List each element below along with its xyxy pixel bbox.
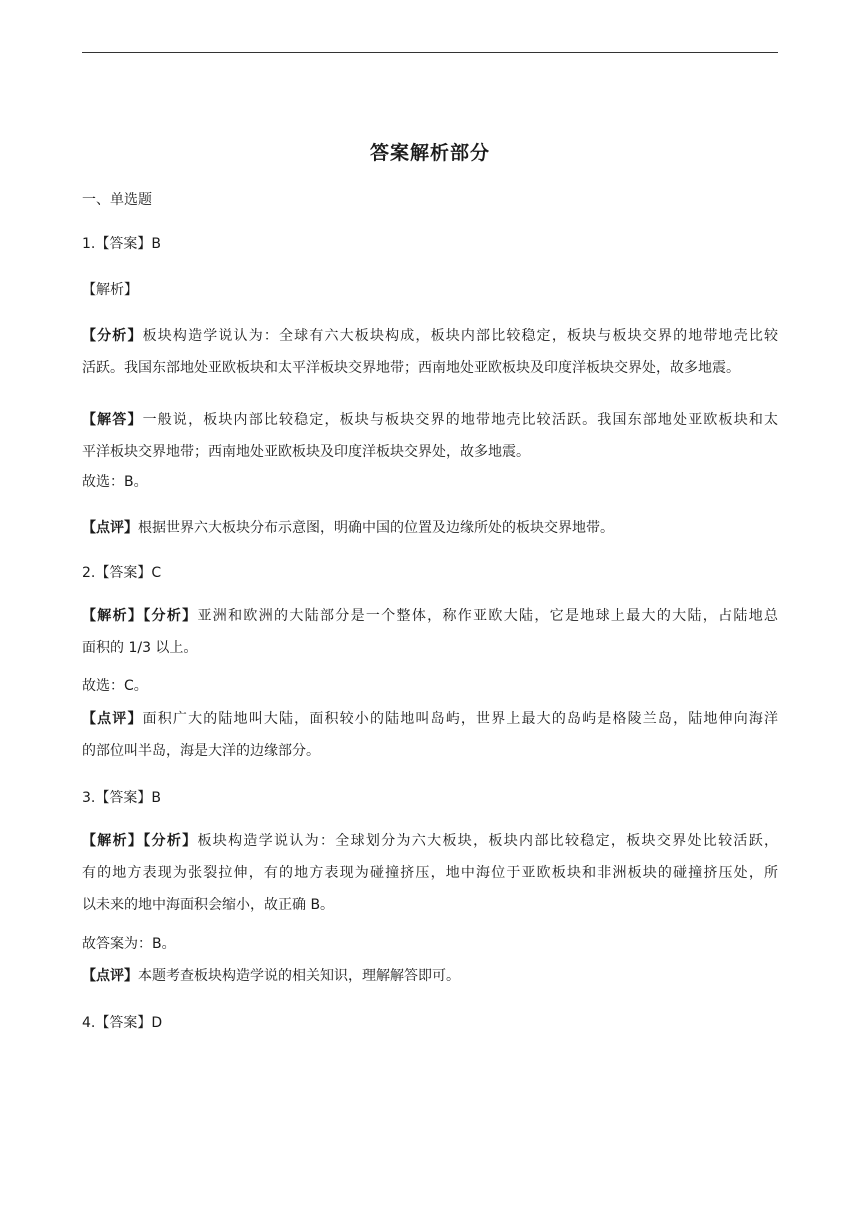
q1-analysis-text1: 板块构造学说认为：全球有六大板块构成，板块内部比较稳定，板块与板块交界的地带地壳比较	[142, 328, 779, 344]
q4-answer: 4.【答案】D	[82, 1015, 163, 1031]
q3-analysis-line2: 有的地方表现为张裂拉伸，有的地方表现为碰撞挤压，地中海位于亚欧板块和非洲板块的碰撞挤压处，所	[82, 865, 778, 881]
q1-analysis-line1	[82, 320, 778, 352]
q3-choice: 故答案为：B。	[82, 936, 176, 952]
header-rule	[82, 52, 778, 53]
q2-comment	[82, 703, 778, 767]
q1-solution-line1	[82, 404, 778, 436]
q3-comment	[82, 966, 778, 986]
q1-solution-line2: 平洋板块交界地带；西南地处亚欧板块及印度洋板块交界处，故多地震。	[82, 444, 530, 460]
q2-analysis-tags: 【解析】【分析】	[82, 608, 198, 624]
q1-answer: 1.【答案】B	[82, 236, 161, 252]
q2-choice: 故选：C。	[82, 678, 148, 694]
q1-comment	[82, 518, 778, 538]
q2-comment-tag: 【点评】	[82, 711, 143, 727]
q2-answer: 2.【答案】C	[82, 565, 162, 581]
q2-analysis	[82, 600, 778, 664]
q1-comment-tag: 【点评】	[82, 520, 138, 536]
q3-analysis	[82, 825, 778, 921]
q3-analysis-text1: 板块构造学说认为：全球划分为六大板块，板块内部比较稳定，板块交界处比较活跃，	[197, 833, 779, 849]
q2-comment-text1: 面积广大的陆地叫大陆，面积较小的陆地叫岛屿，世界上最大的岛屿是格陵兰岛，陆地伸向海洋	[142, 711, 779, 727]
q3-comment-text: 本题考查板块构造学说的相关知识，理解解答即可。	[138, 968, 460, 984]
q2-comment-line1	[82, 703, 778, 735]
q3-analysis-line3: 以未来的地中海面积会缩小，故正确 B。	[82, 897, 335, 913]
q1-analysis-line2: 活跃。我国东部地处亚欧板块和太平洋板块交界地带；西南地处亚欧板块及印度洋板块交界处，故多地震。	[82, 360, 740, 376]
page-title: 答案解析部分	[369, 142, 490, 164]
q1-solution	[82, 404, 778, 468]
q3-comment-tag: 【点评】	[82, 968, 138, 984]
q1-solution-tag: 【解答】	[82, 412, 143, 428]
section-heading: 一、单选题	[82, 192, 152, 208]
q1-analysis	[82, 320, 778, 384]
q2-analysis-line1	[82, 600, 778, 632]
q2-analysis-line2: 面积的 1/3 以上。	[82, 640, 198, 656]
q1-analysis-tag: 【分析】	[82, 328, 143, 344]
q1-jiexi-label: 【解析】	[82, 282, 138, 298]
q1-solution-text1: 一般说，板块内部比较稳定，板块与板块交界的地带地壳比较活跃。我国东部地处亚欧板块和太	[142, 412, 779, 428]
q3-analysis-line1	[82, 825, 778, 857]
q2-comment-line2: 的部位叫半岛，海是大洋的边缘部分。	[82, 743, 320, 759]
q3-answer: 3.【答案】B	[82, 790, 161, 806]
q1-comment-text: 根据世界六大板块分布示意图，明确中国的位置及边缘所处的板块交界地带。	[138, 520, 614, 536]
q2-analysis-text1: 亚洲和欧洲的大陆部分是一个整体，称作亚欧大陆，它是地球上最大的大陆，占陆地总	[197, 608, 779, 624]
q3-analysis-tags: 【解析】【分析】	[82, 833, 198, 849]
q1-choice: 故选：B。	[82, 474, 148, 490]
